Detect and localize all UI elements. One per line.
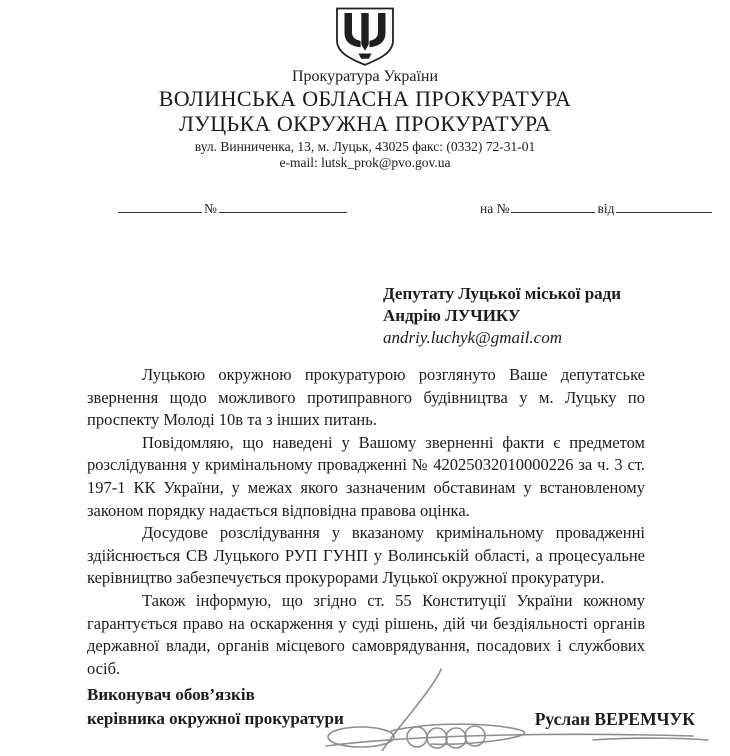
org-parent-name: Прокуратура України <box>291 68 439 85</box>
date-blank-line <box>118 198 202 213</box>
reply-number-label: на № <box>480 201 510 216</box>
number-sign-label: № <box>204 201 217 216</box>
org-address: вул. Винниченка, 13, м. Луцьк, 43025 факс: (0332) 72-31-01 <box>194 139 536 154</box>
signer-position-line2: керівника окружної прокуратури <box>87 709 344 728</box>
paragraph: Досудове розслідування у вказаному кримінальному провадженні здійснюється СВ Луцького РУП ГУНП у Волинській області, а процесуальне керівництво забезпечується прокурорами Луцької окружної прокуратури. <box>87 523 645 588</box>
signer-position <box>87 683 344 731</box>
outgoing-number-fields <box>118 198 347 217</box>
ukraine-trident-emblem-icon <box>0 6 730 67</box>
incoming-number-fields <box>478 198 712 217</box>
letter-body <box>87 364 645 680</box>
org-local-name: ЛУЦЬКА ОКРУЖНА ПРОКУРАТУРА <box>178 111 552 136</box>
reference-line <box>0 198 730 220</box>
reply-date-blank-line <box>616 198 712 213</box>
number-blank-line <box>219 198 347 213</box>
reply-date-label: від <box>597 201 615 216</box>
paragraph: Луцькою окружною прокуратурою розглянуто Ваше депутатське звернення щодо можливого протиправного будівництва у м. Луцьку по проспекту Молоді 10в та з інших питань. <box>87 365 645 430</box>
addressee-block <box>383 283 621 349</box>
addressee-name: Андрію ЛУЧИКУ <box>383 306 521 325</box>
reply-number-blank-line <box>511 198 595 213</box>
paragraph: Повідомляю, що наведені у Вашому зверненні факти є предметом розслідування у кримінальному провадженні № 42025032010000226 за ч. 3 ст. 197-1 КК України, у межах якого зазначеним обставинам у встановленому законом порядку надається відповідна правова оцінка. <box>87 432 645 520</box>
signer-name: Руслан ВЕРЕМЧУК <box>534 709 695 729</box>
signature-block <box>87 683 695 731</box>
org-email: e-mail: lutsk_prok@pvo.gov.ua <box>279 155 451 170</box>
signer-position-line1: Виконувач обов’язків <box>87 685 255 704</box>
addressee-title: Депутату Луцької міської ради <box>383 284 622 303</box>
addressee-email: andriy.luchyk@gmail.com <box>383 328 562 347</box>
org-region-name: ВОЛИНСЬКА ОБЛАСНА ПРОКУРАТУРА <box>158 86 572 111</box>
paragraph: Також інформую, що згідно ст. 55 Конституції України кожному гарантується право на оскарження у суді рішень, дій чи бездіяльності органів державної влади, органів місцевого самоврядування, посадових і службових осіб. <box>87 590 645 678</box>
letterhead <box>0 6 730 170</box>
